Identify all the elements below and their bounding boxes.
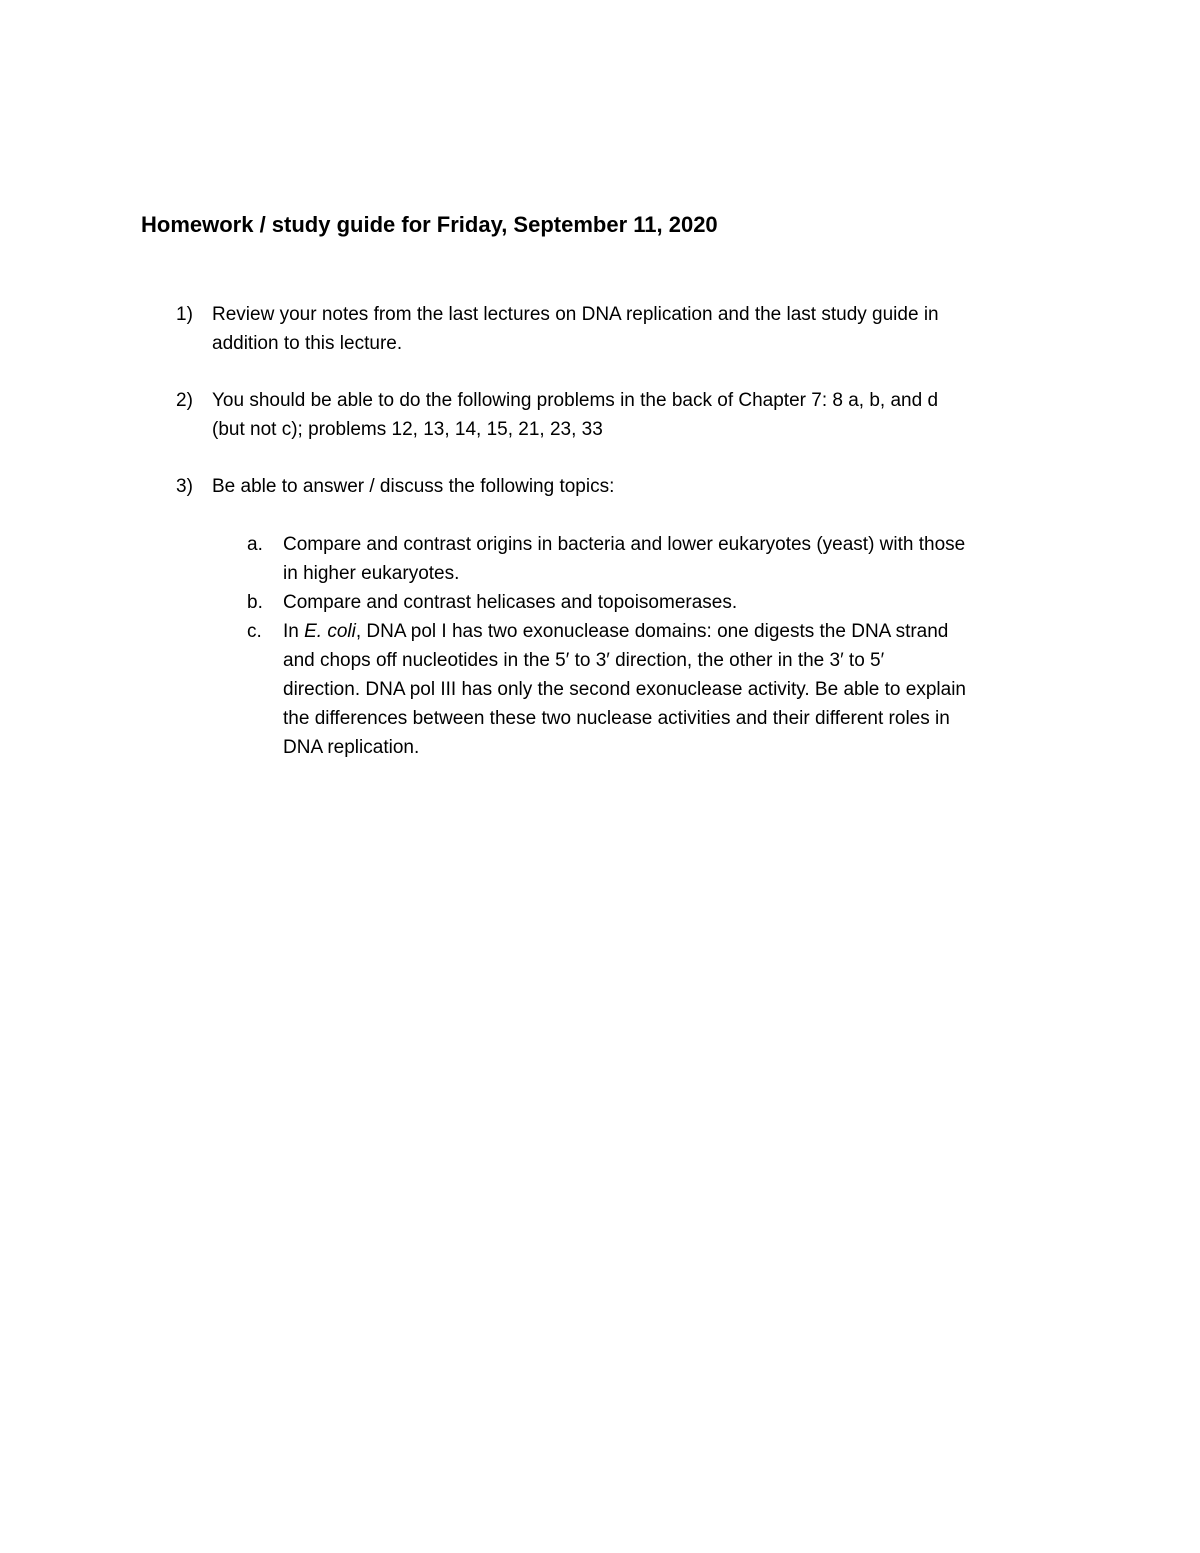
sub-item-line-suffix: , DNA pol I has two exonuclease domains: one digests the DNA strand <box>355 621 949 642</box>
sub-item-line-prefix: In <box>283 621 305 642</box>
list-item-2 <box>176 386 1076 444</box>
sub-item-text <box>283 530 1087 588</box>
sub-item-line: DNA replication. <box>283 737 420 758</box>
sub-item-line: the differences between these two nuclease activities and their different roles in <box>283 708 950 729</box>
item-line: You should be able to do the following problems in the back of Chapter 7: 8 a, b, and d <box>212 390 939 411</box>
page-title: Homework / study guide for Friday, September 11, 2020 <box>141 212 718 237</box>
sub-item-letter: c. <box>247 621 262 642</box>
sub-item-line: and chops off nucleotides in the 5′ to 3′ direction, the other in the 3′ to 5′ <box>283 650 885 671</box>
organism-name: E. coli <box>304 621 356 642</box>
item-number: 1) <box>176 304 193 325</box>
sub-item-line: Compare and contrast origins in bacteria and lower eukaryotes (yeast) with those <box>283 534 966 555</box>
sub-item-text <box>283 617 1087 762</box>
sub-item-a <box>247 530 1087 588</box>
item-text <box>212 472 1076 501</box>
item-line: addition to this lecture. <box>212 333 403 354</box>
list-item-1 <box>176 300 1076 358</box>
item-number: 2) <box>176 390 193 411</box>
item-line: Be able to answer / discuss the following topics: <box>212 476 615 497</box>
sub-item-line: direction. DNA pol III has only the second exonuclease activity. Be able to explain <box>283 679 966 700</box>
list-item-3 <box>176 472 1076 501</box>
item-text <box>212 300 1076 358</box>
sub-item-b <box>247 588 1087 617</box>
item-line: Review your notes from the last lectures on DNA replication and the last study guide in <box>212 304 939 325</box>
item-line: (but not c); problems 12, 13, 14, 15, 21, 23, 33 <box>212 419 603 440</box>
sub-item-text <box>283 588 1087 617</box>
item-number: 3) <box>176 476 193 497</box>
sub-item-letter: b. <box>247 592 263 613</box>
sub-item-line <box>283 617 1087 646</box>
sub-item-letter: a. <box>247 534 263 555</box>
sub-item-c <box>247 617 1087 762</box>
item-text <box>212 386 1076 444</box>
sub-item-line: in higher eukaryotes. <box>283 563 460 584</box>
sub-item-line: Compare and contrast helicases and topoisomerases. <box>283 592 738 613</box>
